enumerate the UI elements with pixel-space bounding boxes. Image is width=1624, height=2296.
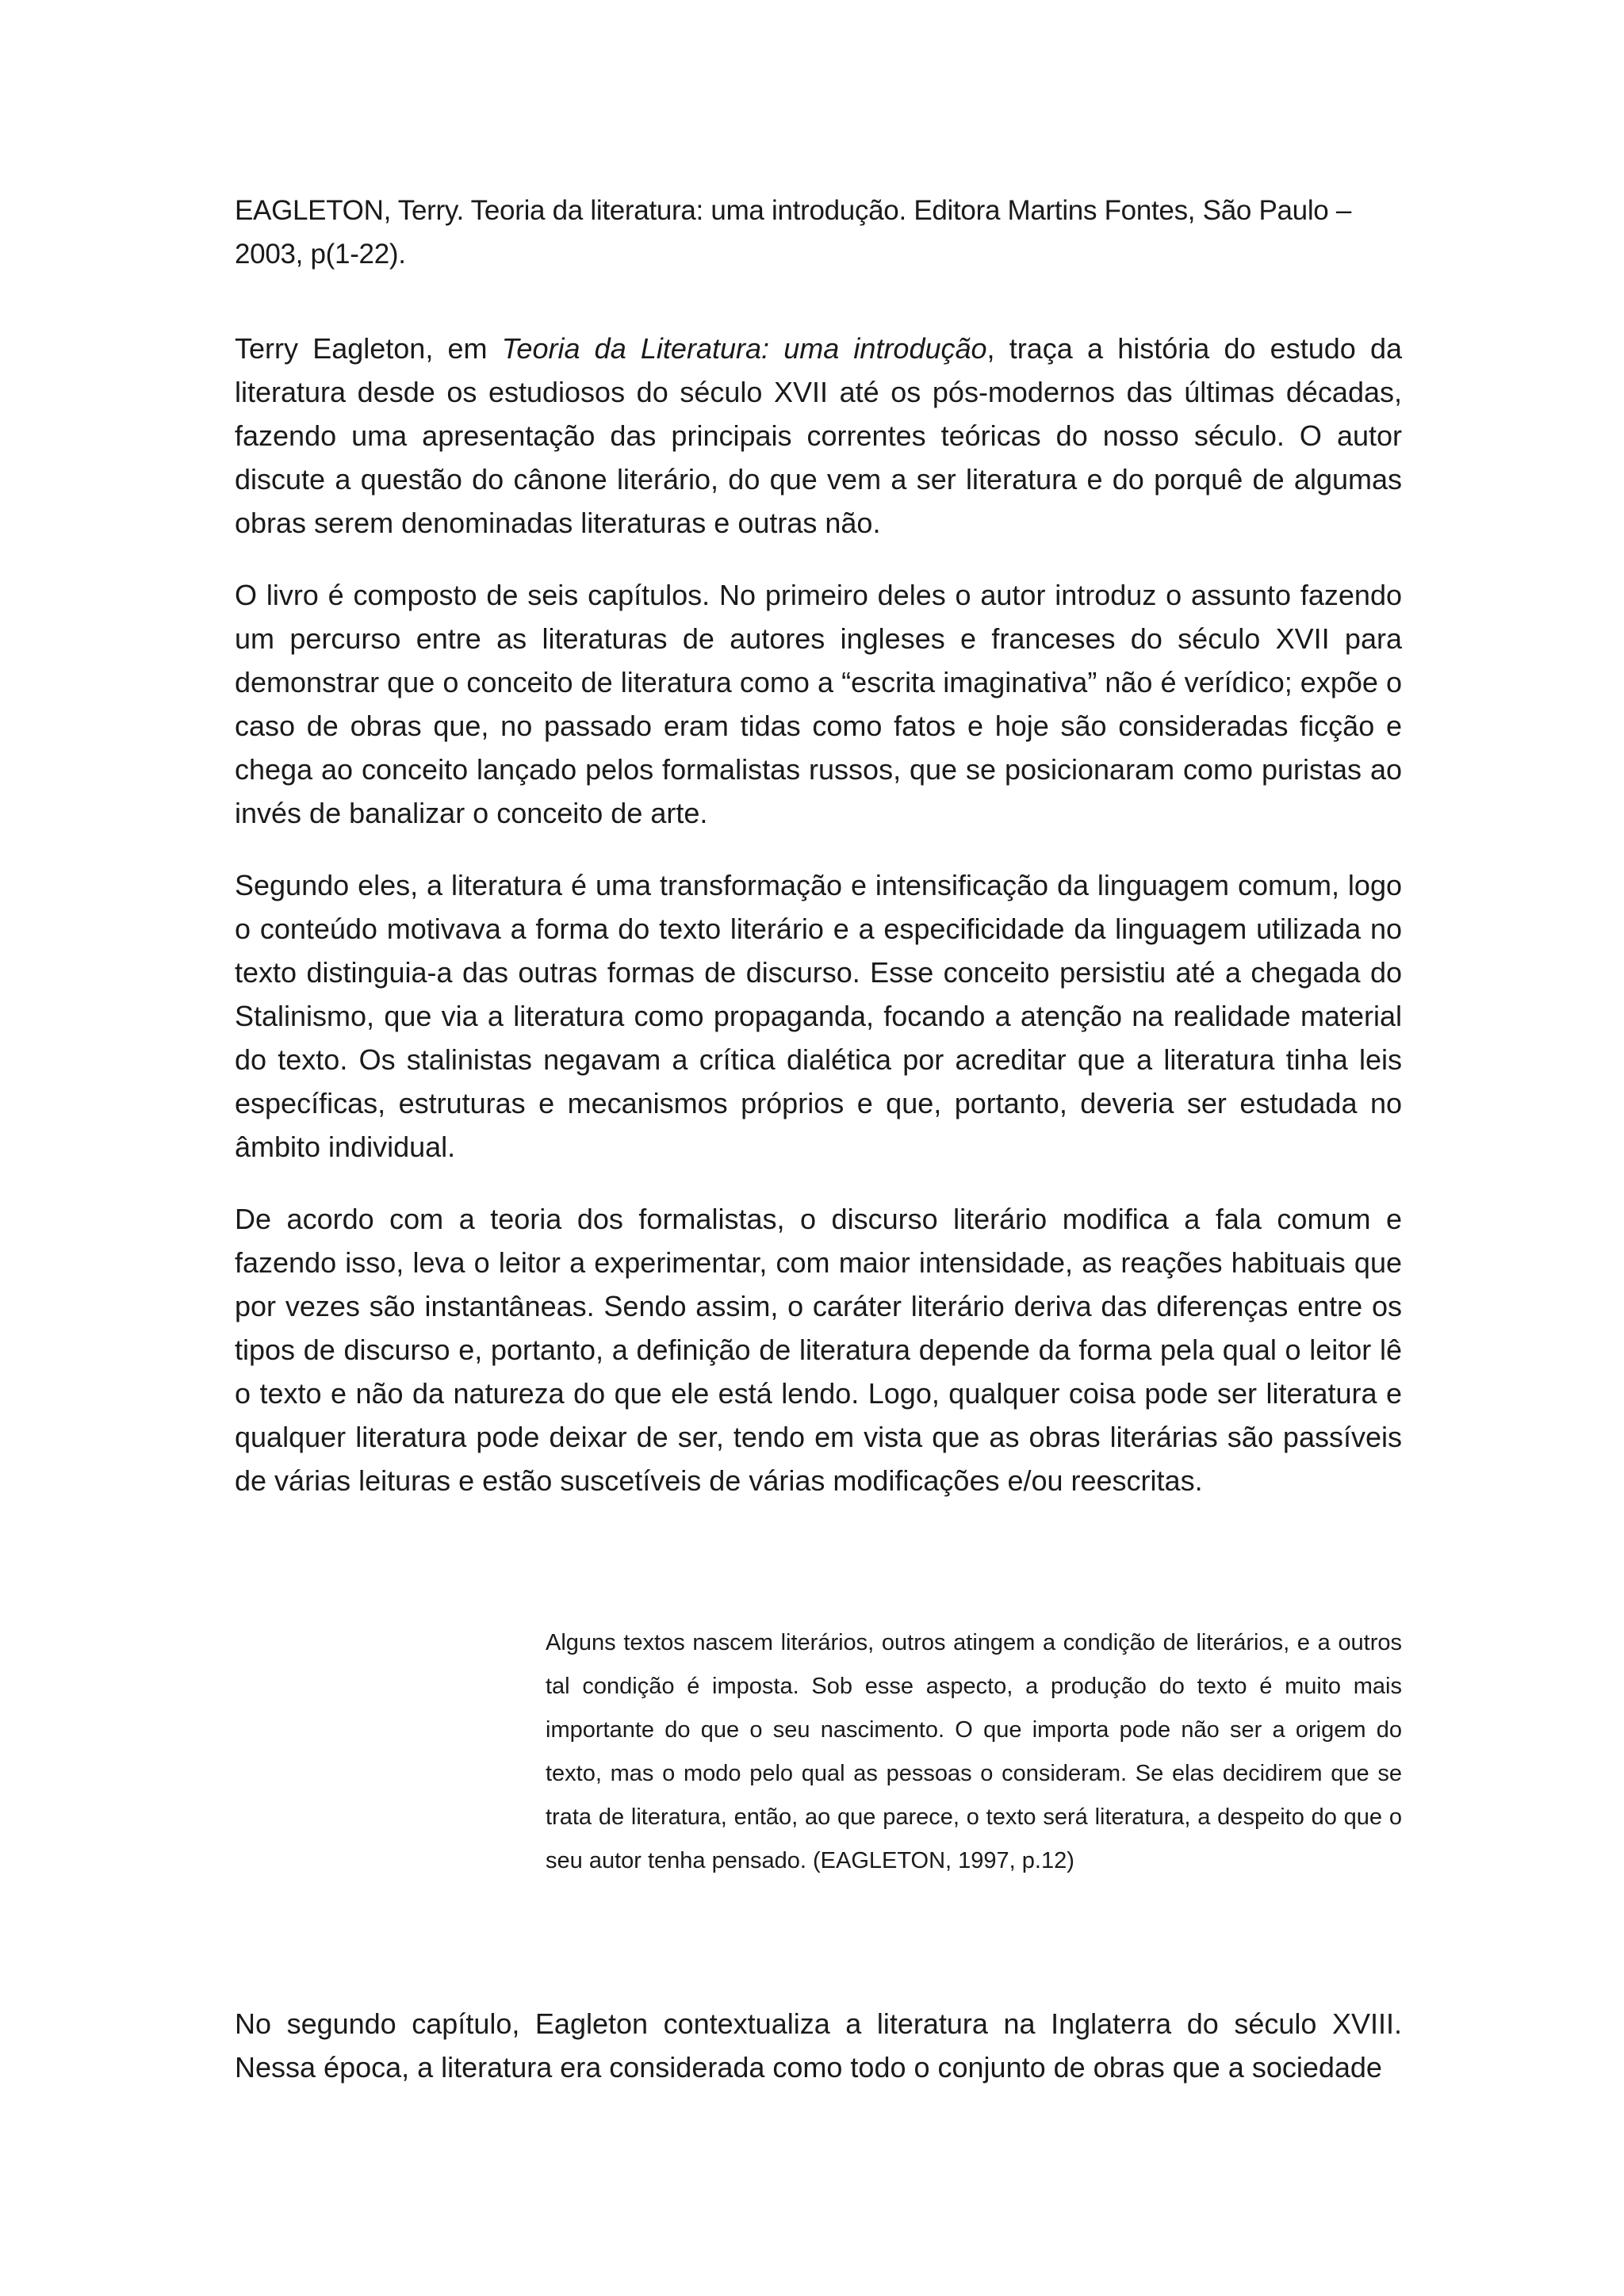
bibliographic-reference: EAGLETON, Terry. Teoria da literatura: uma introdução. Editora Martins Fontes, São Paulo – 2003, p(1-22). bbox=[235, 195, 1352, 270]
paragraph-intro-rest: , traça a história do estudo da literatura desde os estudiosos do século XVII até os pós-modernos das últimas décadas, fazendo uma apresentação das principais correntes teóricas do nosso século. O autor discute a questão do cânone literário, do que vem a ser literatura e do porquê de algumas obras serem denominadas literaturas e outras não. bbox=[235, 332, 1403, 539]
book-title: Teoria da Literatura: uma introdução bbox=[501, 332, 987, 365]
paragraph-intro-start: Terry Eagleton, em bbox=[235, 332, 502, 365]
paragraph-formalists: Segundo eles, a literatura é uma transformação e intensificação da linguagem comum, logo o conteúdo motivava a forma do texto literário e a especificidade da linguagem utilizada no texto distinguia-a das outras formas de discurso. Esse conceito persistiu até a chegada do Stalinismo, que via a literatura como propaganda, focando a atenção na realidade material do texto. Os stalinistas negavam a crítica dialética por acreditar que a literatura tinha leis específicas, estruturas e mecanismos próprios e que, portanto, deveria ser estudada no âmbito individual. bbox=[235, 869, 1402, 1163]
paragraph-chapters: O livro é composto de seis capítulos. No primeiro deles o autor introduz o assunto fazendo um percurso entre as literaturas de autores ingleses e franceses do século XVII para demonstrar que o conceito de literatura como a “escrita imaginativa” não é verídico; expõe o caso de obras que, no passado eram tidas como fatos e hoje são consideradas ficção e chega ao conceito lançado pelos formalistas russos, que se posicionaram como puristas ao invés de banalizar o conceito de arte. bbox=[235, 579, 1402, 829]
paragraph-literary-discourse: De acordo com a teoria dos formalistas, o discurso literário modifica a fala comum e fazendo isso, leva o leitor a experimentar, com maior intensidade, as reações habituais que por vezes são instantâneas. Sendo assim, o caráter literário deriva das diferenças entre os tipos de discurso e, portanto, a definição de literatura depende da forma pela qual o leitor lê o texto e não da natureza do que ele está lendo. Logo, qualquer coisa pode ser literatura e qualquer literatura pode deixar de ser, tendo em vista que as obras literárias são passíveis de várias leituras e estão suscetíveis de várias modificações e/ou reescritas. bbox=[235, 1203, 1402, 1497]
block-quote: Alguns textos nascem literários, outros atingem a condição de literários, e a outros tal condição é imposta. Sob esse aspecto, a produção do texto é muito mais importante do que o seu nascimento. O que importa pode não ser a origem do texto, mas o modo pelo qual as pessoas o consideram. Se elas decidirem que se trata de literatura, então, ao que parece, o texto será literatura, a despeito do que o seu autor tenha pensado. (EAGLETON, 1997, p.12) bbox=[546, 1630, 1402, 1873]
paragraph-intro bbox=[235, 327, 1402, 545]
document-page bbox=[235, 189, 1402, 2089]
paragraph-second-chapter: No segundo capítulo, Eagleton contextualiza a literatura na Inglaterra do século XVIII. Nessa época, a literatura era considerada como todo o conjunto de obras que a sociedade bbox=[235, 2007, 1402, 2084]
